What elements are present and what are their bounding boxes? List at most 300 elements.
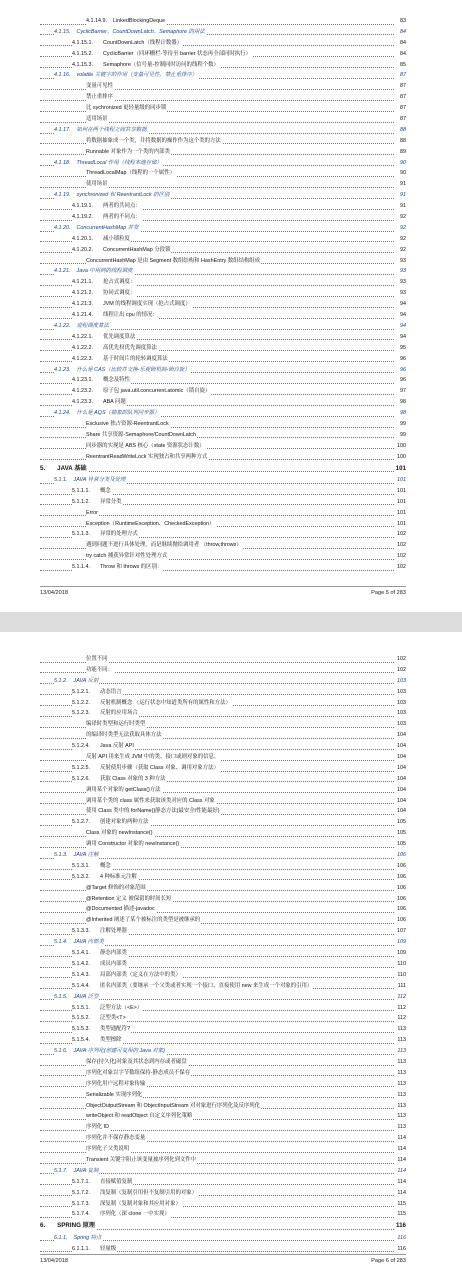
toc-entry-text: [54, 223, 140, 234]
toc-entry[interactable]: [40, 375, 406, 386]
section-title: Throw 和 throws 的区别：: [99, 564, 163, 571]
toc-entry-text: [54, 850, 99, 861]
toc-entry[interactable]: [40, 937, 406, 948]
section-title: 序列化子父类说明: [86, 1146, 130, 1153]
toc-entry[interactable]: [40, 763, 406, 774]
page-reference: 89: [399, 147, 406, 158]
toc-entry-text: [86, 92, 114, 103]
section-number: 5.1.7.4.: [72, 1211, 90, 1218]
section-title: 保存(持久化)对象及其状态到内存或者磁盘: [86, 1058, 187, 1065]
section-title: 两者的共同点：: [102, 203, 141, 210]
section-title: 的编译时类型无法获取具体方法: [86, 732, 162, 739]
toc-entry[interactable]: [40, 861, 406, 872]
toc-entry[interactable]: [40, 310, 406, 321]
toc-entry[interactable]: [40, 970, 406, 981]
section-title: 反射机制概念 （运行状态中知道类所有的属性和方法）: [99, 699, 231, 706]
toc-entry[interactable]: [40, 698, 406, 709]
page-reference: 114: [396, 1166, 406, 1177]
toc-entry-text: [86, 136, 222, 147]
toc-entry[interactable]: [40, 752, 406, 763]
toc-entry[interactable]: [40, 1122, 406, 1133]
section-title: 创建对象的两种方法: [99, 819, 149, 826]
toc-entry[interactable]: [40, 774, 406, 785]
toc-page-6: [0, 632, 462, 1280]
toc-entry-text: [86, 883, 147, 894]
toc-entry[interactable]: [40, 497, 406, 508]
page-reference: 101: [395, 463, 406, 476]
page-reference: 112: [396, 1003, 406, 1014]
toc-entry[interactable]: [40, 1209, 406, 1220]
toc-entry-text: [72, 687, 123, 698]
toc-entry[interactable]: [40, 441, 406, 452]
toc-entry-text: [72, 38, 183, 49]
section-title: @Documented 描述-javadoc: [86, 906, 155, 913]
toc-entry[interactable]: [40, 687, 406, 698]
toc-entry[interactable]: [40, 234, 406, 245]
toc-entry-text: [72, 49, 252, 60]
toc-entry-text: [86, 179, 109, 190]
toc-entry-text: [40, 1220, 96, 1233]
toc-entry[interactable]: [40, 463, 406, 476]
toc-entry-text: [72, 343, 158, 354]
section-title: 同步器的实现是 ABS 核心（state 资源状态计数）: [86, 442, 205, 449]
section-number: 5.1.4.1.: [72, 950, 90, 957]
section-title: ConcurrentHashMap 分段锁: [102, 246, 171, 253]
dot-leader: [40, 471, 394, 472]
toc-entry-text: [72, 872, 138, 883]
section-title: 遇到问题不进行具体处理，而是继续抛给调用者 （throw,throws）: [86, 542, 242, 549]
section-number: 5.1.2.: [54, 677, 68, 684]
toc-entry[interactable]: [40, 1111, 406, 1122]
page-reference: 107: [396, 926, 406, 937]
page-reference: 102: [396, 529, 406, 540]
toc-entry[interactable]: [40, 1079, 406, 1090]
page-reference: 102: [396, 654, 406, 665]
toc-entry-text: [86, 719, 146, 730]
toc-entry-text: [86, 551, 168, 562]
section-title: Java 反射 API: [99, 743, 134, 750]
section-title: 高优先权优先调度算法: [102, 344, 157, 351]
page-reference: 98: [399, 397, 406, 408]
toc-entry[interactable]: [40, 1144, 406, 1155]
page-reference: 114: [396, 1177, 406, 1188]
page-reference: 116: [395, 1220, 406, 1233]
toc-entry[interactable]: [40, 408, 406, 419]
toc-entry[interactable]: [40, 948, 406, 959]
section-title: 类型通配符?: [99, 1026, 130, 1033]
section-number: 5.1.2.3.: [72, 710, 90, 717]
section-title: writeObject 和 readObject 自定义序列化策略: [86, 1113, 193, 1120]
toc-entry[interactable]: [40, 850, 406, 861]
toc-entry[interactable]: [40, 730, 406, 741]
toc-entry[interactable]: [40, 741, 406, 752]
page-reference: 113: [396, 1046, 406, 1057]
section-number: 5.: [40, 464, 46, 472]
page-reference: 88: [399, 125, 406, 136]
page-reference: 102: [396, 665, 406, 676]
section-title: 抢占式调度：: [102, 279, 136, 286]
toc-entry-text: [86, 81, 114, 92]
toc-entry[interactable]: [40, 719, 406, 730]
section-number: 4.1.17.: [54, 126, 71, 133]
section-title: JAVA 基础: [57, 464, 87, 472]
section-title: 序列化 ID: [86, 1124, 110, 1131]
toc-entry[interactable]: [40, 419, 406, 430]
toc-entry-text: [86, 828, 154, 839]
toc-entry[interactable]: [40, 486, 406, 497]
page-reference: 90: [399, 168, 406, 179]
section-title: JAVA 复制: [73, 1167, 99, 1174]
section-number: 4.1.24.: [54, 410, 71, 417]
toc-entry[interactable]: [40, 179, 406, 190]
toc-entry[interactable]: [40, 136, 406, 147]
toc-entry[interactable]: [40, 1101, 406, 1112]
toc-entry-text: [86, 452, 208, 463]
toc-entry-text: [54, 1046, 166, 1057]
page-reference: 113: [396, 1090, 406, 1101]
toc-entry-text: [86, 1133, 146, 1144]
toc-entry[interactable]: [40, 1199, 406, 1210]
toc-entry-text: [72, 1177, 133, 1188]
toc-entry[interactable]: [40, 981, 406, 992]
toc-entry-text: [72, 332, 136, 343]
page-separator: [0, 612, 462, 632]
page-reference: 114: [396, 1188, 406, 1199]
toc-entry[interactable]: [40, 872, 406, 883]
page-reference: 102: [396, 540, 406, 551]
page-reference: 101: [396, 486, 406, 497]
toc-entry[interactable]: [40, 266, 406, 277]
section-number: 4.1.20.: [54, 224, 71, 231]
section-number: 5.1.1.2.: [72, 498, 90, 505]
section-title: JAVA 泛型: [73, 993, 99, 1000]
section-title: 泛型方法（<E>）: [99, 1004, 143, 1011]
toc-entry-text: [72, 354, 169, 365]
toc-entry[interactable]: [40, 1090, 406, 1101]
section-number: 4.1.23.: [54, 366, 71, 373]
page-reference: 91: [399, 201, 406, 212]
section-title: 成员内部类: [99, 960, 127, 967]
toc-entry[interactable]: [40, 1068, 406, 1079]
page-reference: 103: [396, 698, 406, 709]
toc-entry[interactable]: [40, 796, 406, 807]
toc-entry[interactable]: [40, 70, 406, 81]
section-title: ABA 问题: [102, 399, 126, 406]
toc-entry-text: [86, 168, 176, 179]
section-title: 减小锁粒度: [102, 235, 130, 242]
toc-entry[interactable]: [40, 1003, 406, 1014]
toc-entry[interactable]: [40, 168, 406, 179]
footer-page-number: Page 5 of 283: [371, 590, 406, 596]
page-reference: 84: [399, 49, 406, 60]
section-title: Exclusive 独占资源-ReentrantLock: [86, 420, 169, 427]
section-number: 4.1.15.2.: [72, 50, 93, 57]
toc-entry[interactable]: [40, 894, 406, 905]
toc-entry[interactable]: [40, 277, 406, 288]
toc-entry-text: [72, 959, 128, 970]
section-number: 6.1.1.: [54, 1234, 68, 1241]
page-reference: 110: [396, 959, 406, 970]
toc-entry[interactable]: [40, 452, 406, 463]
section-title: LinkedBlockingDeque: [112, 18, 166, 24]
page-reference: 85: [399, 60, 406, 71]
section-title: 反射使用步骤（获取 Class 对象、调用对象方法）: [99, 764, 219, 771]
section-title: ConcurrentHashMap 是由 Segment 数组结构和 HashEntry 数组结构组成: [86, 257, 261, 264]
toc-entry[interactable]: [40, 288, 406, 299]
toc-entry[interactable]: [40, 551, 406, 562]
toc-entry[interactable]: [40, 147, 406, 158]
toc-entry[interactable]: [40, 562, 406, 573]
page-reference: 93: [399, 288, 406, 299]
toc-entry[interactable]: [40, 1244, 406, 1255]
toc-entry[interactable]: [40, 654, 406, 665]
section-number: 4.1.19.2.: [72, 214, 93, 221]
toc-entry-text: [86, 904, 156, 915]
toc-entry-text: [86, 785, 162, 796]
toc-entry-text: [86, 796, 216, 807]
toc-entry[interactable]: [40, 519, 406, 530]
toc-entry[interactable]: [40, 397, 406, 408]
toc-entry-text: [72, 1024, 131, 1035]
page-reference: 97: [399, 386, 406, 397]
section-title: JAVA 反射: [73, 677, 99, 684]
toc-entry[interactable]: [40, 190, 406, 201]
toc-entry[interactable]: [40, 1057, 406, 1068]
section-title: 概念: [99, 862, 111, 869]
section-number: 5.1.5.3.: [72, 1026, 90, 1033]
page-reference: 104: [396, 806, 406, 817]
toc-entry[interactable]: [40, 1155, 406, 1166]
toc-entry[interactable]: [40, 1024, 406, 1035]
toc-entry[interactable]: [40, 529, 406, 540]
toc-entry[interactable]: [40, 16, 406, 27]
toc-entry[interactable]: [40, 299, 406, 310]
section-number: 4.1.15.1.: [72, 39, 93, 46]
section-title: 序列化对象以字节数组保持-静态成员不保存: [86, 1069, 191, 1076]
section-number: 4.1.23.1.: [72, 377, 93, 384]
page-reference: 111: [397, 981, 406, 992]
section-title: 协同式调度：: [102, 290, 136, 297]
toc-page-5: [0, 0, 462, 612]
toc-entry[interactable]: [40, 92, 406, 103]
page-reference: 114: [396, 1144, 406, 1155]
page-reference: 115: [396, 1209, 406, 1220]
page-footer: [40, 1254, 406, 1264]
section-number: 4.1.22.1.: [72, 333, 93, 340]
toc-entry[interactable]: [40, 49, 406, 60]
toc-entry[interactable]: [40, 1188, 406, 1199]
toc-entry[interactable]: [40, 60, 406, 71]
section-number: 4.1.21.1.: [72, 279, 93, 286]
page-reference: 87: [399, 92, 406, 103]
toc-entry[interactable]: [40, 1046, 406, 1057]
toc-entry-text: [54, 1233, 102, 1244]
section-number: 5.1.5.2.: [72, 1015, 90, 1022]
toc-entry[interactable]: [40, 332, 406, 343]
toc-entry-text: [86, 519, 216, 530]
toc-entry[interactable]: [40, 665, 406, 676]
section-title: JAVA 内部类: [73, 939, 104, 946]
section-number: 4.1.21.: [54, 268, 71, 275]
page-reference: 103: [396, 719, 406, 730]
toc-entry-text: [72, 397, 127, 408]
toc-entry[interactable]: [40, 212, 406, 223]
section-title: JAVA 注解: [73, 852, 99, 859]
section-number: 4.1.22.2.: [72, 344, 93, 351]
section-title: try catch 捕获异常针对性处理方式: [86, 553, 168, 560]
footer-date: 13/04/2018: [40, 590, 68, 596]
page-reference: 99: [399, 419, 406, 430]
page-reference: 113: [396, 1057, 406, 1068]
section-title: @Inherited 阐述了某个被标注的类型是被继承的: [86, 917, 201, 924]
toc-entry[interactable]: [40, 1233, 406, 1244]
toc-entry-text: [86, 1068, 191, 1079]
toc-entry-text: [72, 970, 182, 981]
section-number: 4.1.21.2.: [72, 290, 93, 297]
section-title: 异常分类: [99, 498, 122, 505]
toc-entry[interactable]: [40, 508, 406, 519]
toc-entry[interactable]: [40, 27, 406, 38]
toc-entry[interactable]: [40, 785, 406, 796]
section-title: Exception（RuntimeException、CheckedException）: [86, 520, 215, 527]
section-number: 5.1.7.: [54, 1167, 68, 1174]
toc-entry-text: [72, 288, 136, 299]
page-reference: 104: [396, 763, 406, 774]
toc-entry[interactable]: [40, 38, 406, 49]
toc-entry-text: [54, 70, 198, 81]
toc-entry[interactable]: [40, 114, 406, 125]
toc-entry[interactable]: [40, 1166, 406, 1177]
page-reference: 109: [396, 937, 406, 948]
page-footer: [40, 586, 406, 596]
toc-entry-text: [72, 497, 123, 508]
toc-entry-text: [86, 508, 99, 519]
page-reference: 101: [396, 497, 406, 508]
page-reference: 101: [396, 475, 406, 486]
section-number: 5.1.4.2.: [72, 960, 90, 967]
toc-entry-text: [86, 730, 162, 741]
toc-entry-text: [72, 741, 135, 752]
toc-entry[interactable]: [40, 223, 406, 234]
toc-entry-text: [72, 981, 313, 992]
toc-entry[interactable]: [40, 430, 406, 441]
page-reference: 103: [396, 708, 406, 719]
toc-entry[interactable]: [40, 1177, 406, 1188]
toc-entry[interactable]: [40, 540, 406, 551]
page-reference: 102: [396, 551, 406, 562]
section-title: 序列化并不保存静态变量: [86, 1135, 146, 1142]
toc-entry[interactable]: [40, 959, 406, 970]
toc-entry[interactable]: [40, 883, 406, 894]
toc-entry[interactable]: [40, 806, 406, 817]
page-reference: 92: [399, 223, 406, 234]
page-reference: 84: [399, 27, 406, 38]
page-reference: 113: [396, 1111, 406, 1122]
toc-entry-text: [72, 310, 159, 321]
section-title: 编译时类型和运行时类型: [86, 721, 146, 728]
toc-entry[interactable]: [40, 839, 406, 850]
page-reference: 105: [396, 828, 406, 839]
toc-entry[interactable]: [40, 343, 406, 354]
toc-entry[interactable]: [40, 475, 406, 486]
section-number: 4.1.23.3.: [72, 399, 93, 406]
section-title: Java 中用到的线程调度: [76, 268, 133, 275]
section-title: 使用 Class 类中的 forName()静态方法(最安全/性能最好): [86, 808, 220, 815]
footer-date: 13/04/2018: [40, 1258, 68, 1264]
page-reference: 94: [399, 332, 406, 343]
toc-entry[interactable]: [40, 81, 406, 92]
toc-entry[interactable]: [40, 817, 406, 828]
section-title: 注解处理器: [99, 928, 127, 935]
toc-entry-text: [72, 1199, 182, 1210]
section-title: 调用某个对象的 getClass()方法: [86, 786, 161, 793]
page-reference: 94: [399, 310, 406, 321]
section-number: 5.1.5.4.: [72, 1037, 90, 1044]
toc-entry-text: [86, 419, 170, 430]
toc-entry[interactable]: [40, 386, 406, 397]
footer-page-number: Page 6 of 283: [371, 1258, 406, 1264]
toc-entry-text: [86, 147, 171, 158]
toc-entry[interactable]: [40, 1220, 406, 1233]
toc-entry[interactable]: [40, 158, 406, 169]
toc-entry[interactable]: [40, 256, 406, 267]
page-reference: 105: [396, 817, 406, 828]
toc-entry[interactable]: [40, 904, 406, 915]
section-number: 5.1.2.7.: [72, 819, 90, 826]
toc-entry[interactable]: [40, 828, 406, 839]
section-title: 浅复制（复制引用但不复制引用的对象）: [99, 1189, 198, 1196]
toc-entry[interactable]: [40, 1013, 406, 1024]
page-reference: 96: [399, 354, 406, 365]
section-title: @Target 修饰的对象范围: [86, 884, 146, 891]
section-title: 功能不同：: [86, 666, 113, 673]
section-number: 5.1.1.3.: [72, 531, 90, 538]
page-reference: 106: [396, 904, 406, 915]
page-reference: 84: [399, 38, 406, 49]
toc-entry[interactable]: [40, 1133, 406, 1144]
section-number: 5.1.7.3.: [72, 1200, 90, 1207]
section-title: 动态语言: [99, 688, 122, 695]
toc-entry[interactable]: [40, 365, 406, 376]
toc-entry-text: [72, 1013, 127, 1024]
toc-entry[interactable]: [40, 676, 406, 687]
toc-entry[interactable]: [40, 321, 406, 332]
toc-entry[interactable]: [40, 354, 406, 365]
page-reference: 104: [396, 752, 406, 763]
toc-entry[interactable]: [40, 125, 406, 136]
toc-entry-text: [72, 708, 139, 719]
section-number: 5.1.4.4.: [72, 982, 90, 989]
section-number: 4.1.14.9.: [86, 18, 107, 24]
toc-entry[interactable]: [40, 103, 406, 114]
toc-entry[interactable]: [40, 708, 406, 719]
toc-entry-text: [72, 763, 220, 774]
section-number: 5.1.1.4.: [72, 564, 90, 571]
toc-entry[interactable]: [40, 201, 406, 212]
page-reference: 96: [399, 365, 406, 376]
page-reference: 103: [396, 687, 406, 698]
page-reference: 105: [396, 839, 406, 850]
toc-entry-text: [72, 861, 112, 872]
page-reference: 102: [396, 562, 406, 573]
toc-entry[interactable]: [40, 1035, 406, 1046]
toc-entry[interactable]: [40, 245, 406, 256]
section-number: 5.1.7.1.: [72, 1178, 90, 1185]
toc-entry[interactable]: [40, 915, 406, 926]
toc-entry[interactable]: [40, 926, 406, 937]
section-title: 异常的处理方式: [99, 531, 138, 538]
toc-entry[interactable]: [40, 992, 406, 1003]
